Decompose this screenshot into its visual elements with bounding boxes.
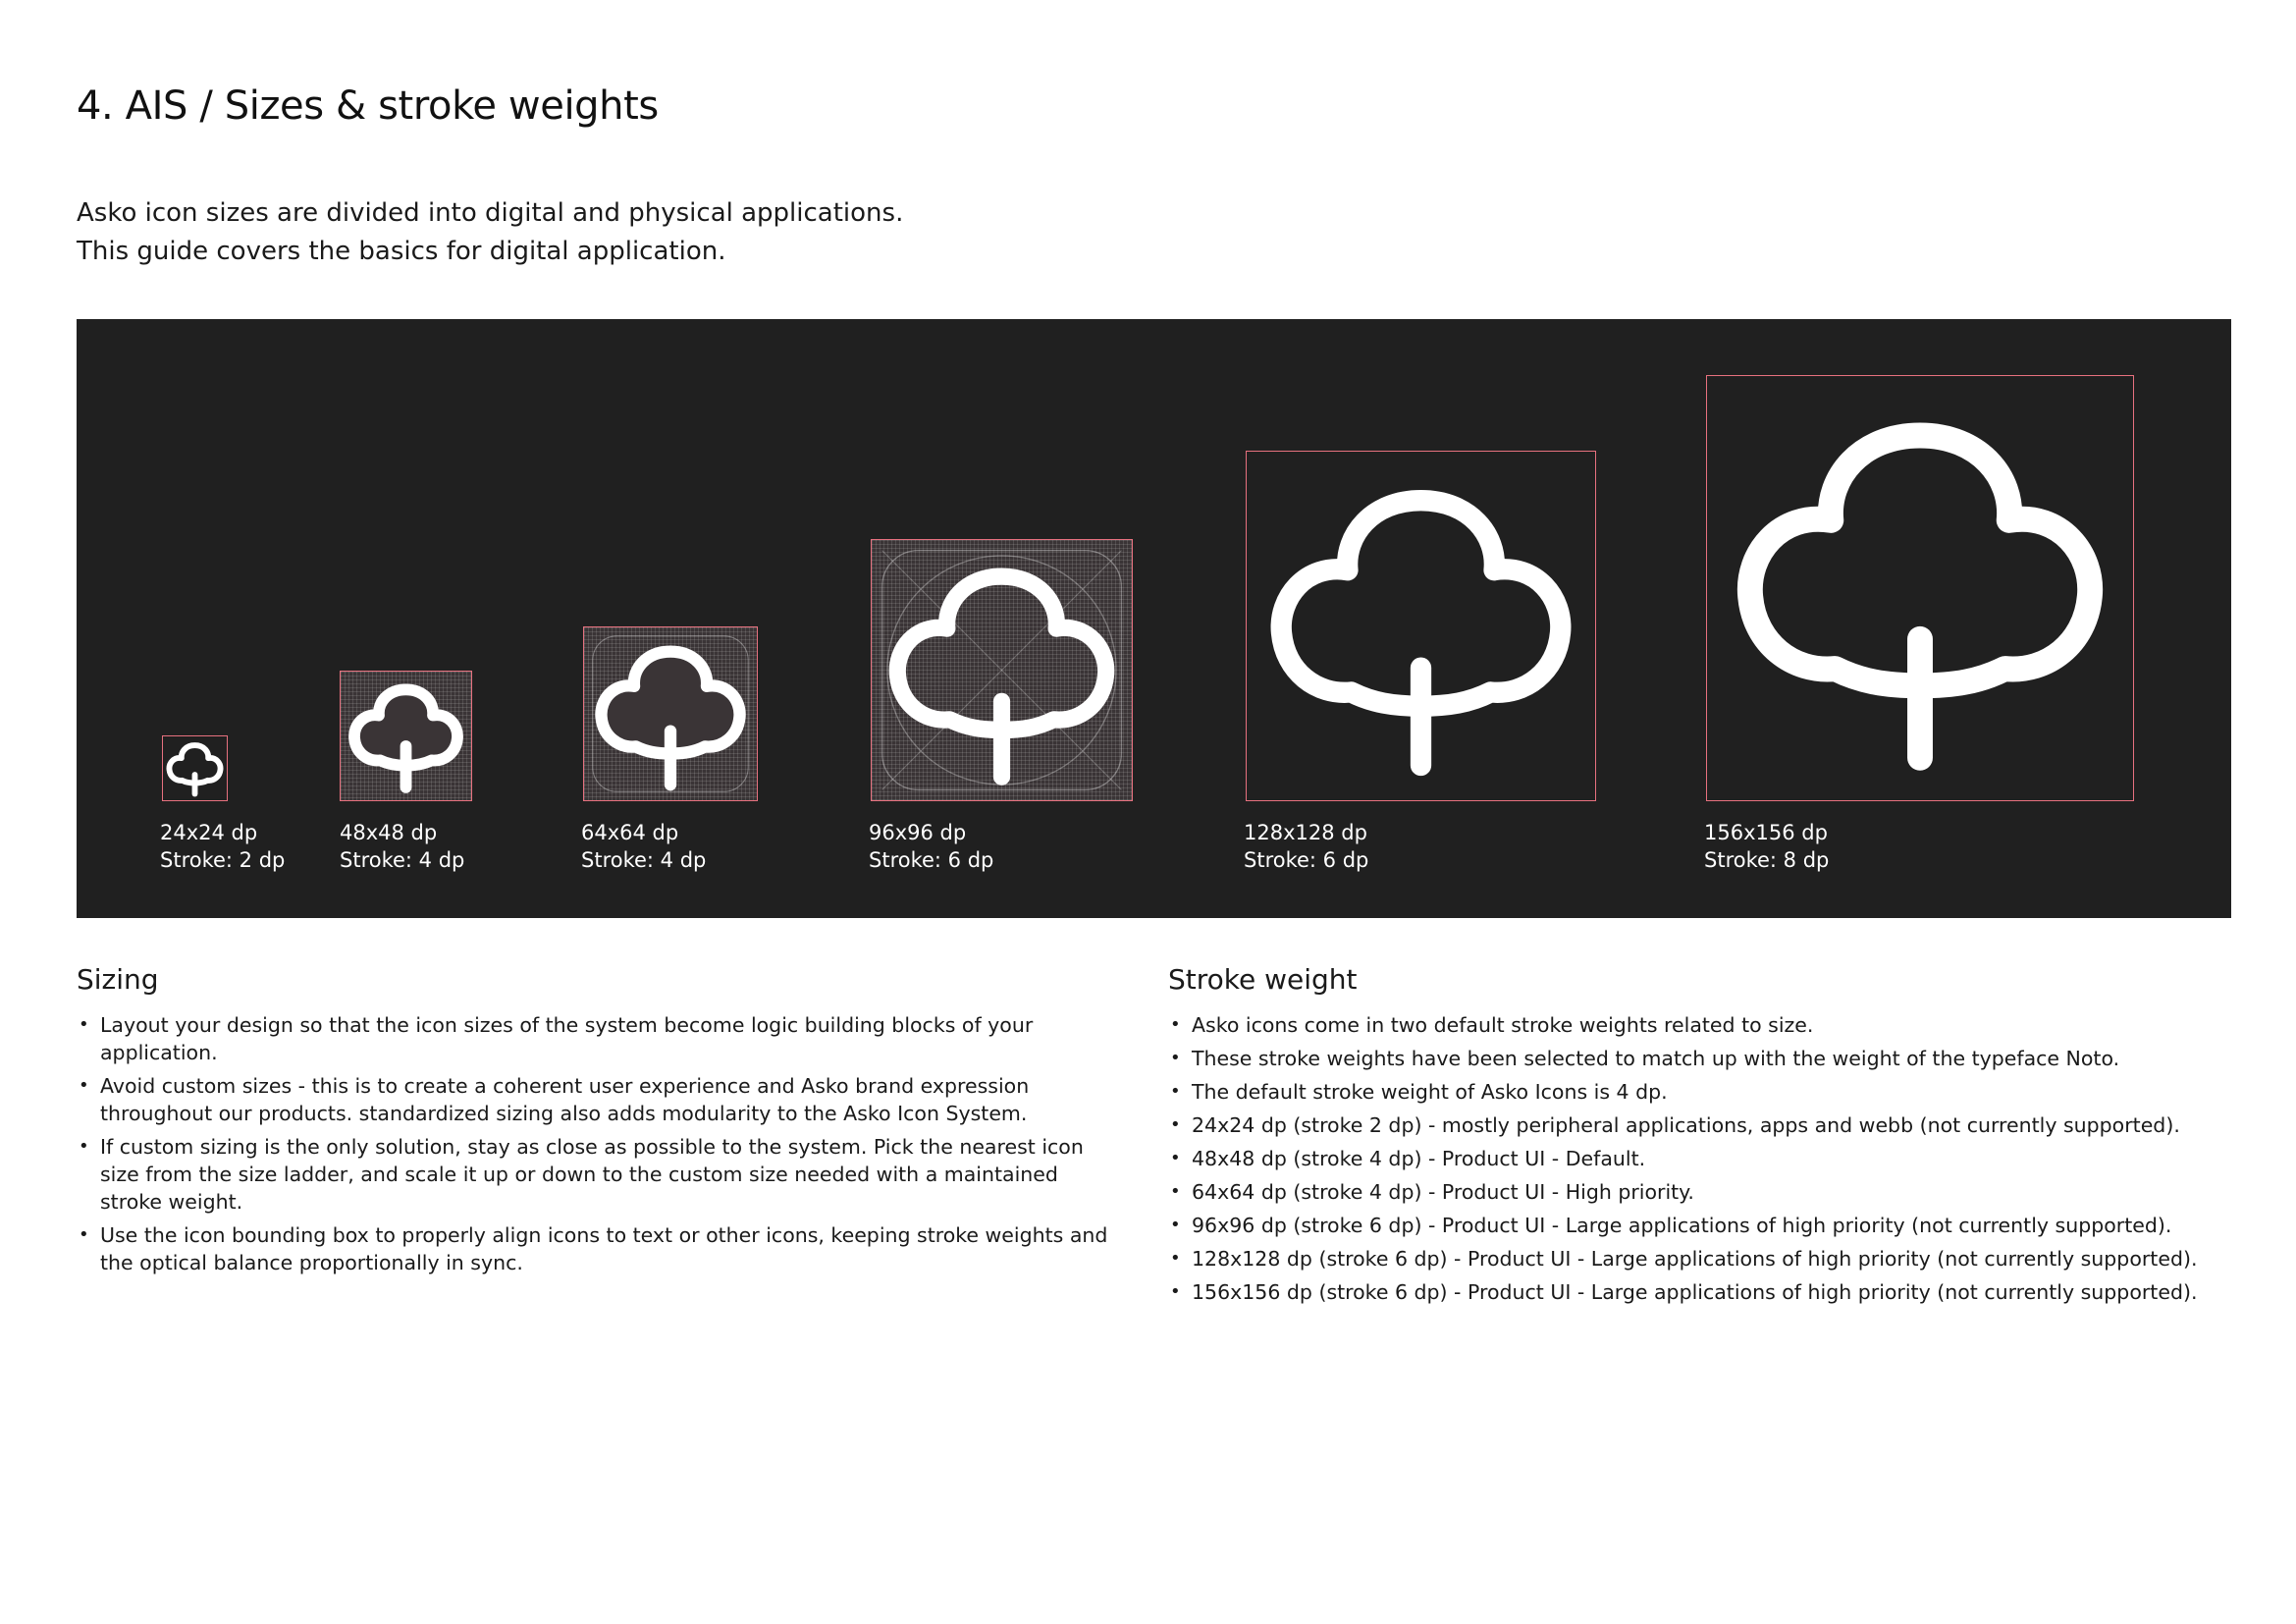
- size-label: 156x156 dp: [1704, 821, 1828, 844]
- caption-48: [340, 819, 464, 874]
- caption-156: [1704, 819, 1829, 874]
- icon-box-48: [340, 671, 472, 801]
- icon-box-24: [162, 735, 228, 801]
- intro-line-1: Asko icon sizes are divided into digital and physical applications.: [77, 198, 904, 228]
- list-item: • These stroke weights have been selected to match up with the weight of the typeface Noto.: [1168, 1045, 2248, 1072]
- list-item: • Avoid custom sizes - this is to create a coherent user experience and Asko brand expression throughout our products. standardized sizing also adds modularity to the Asko Icon System.: [77, 1072, 1117, 1127]
- stroke-weight-heading: Stroke weight: [1168, 963, 1358, 996]
- list-item: • 24x24 dp (stroke 2 dp) - mostly peripheral applications, apps and webb (not currently supported).: [1168, 1111, 2248, 1139]
- list-item: • 156x156 dp (stroke 6 dp) - Product UI - Large applications of high priority (not currently supported).: [1168, 1278, 2248, 1306]
- stroke-label: Stroke: 6 dp: [869, 848, 994, 872]
- caption-24: [160, 819, 285, 874]
- stroke-label: Stroke: 2 dp: [160, 848, 286, 872]
- sizing-list: [77, 1011, 1117, 1282]
- stroke-label: Stroke: 4 dp: [340, 848, 465, 872]
- stroke-weight-list: [1168, 1011, 2248, 1312]
- page-title: 4. AIS / Sizes & stroke weights: [77, 83, 659, 129]
- list-item: • 128x128 dp (stroke 6 dp) - Product UI - Large applications of high priority (not currently supported).: [1168, 1245, 2248, 1272]
- stroke-label: Stroke: 4 dp: [581, 848, 707, 872]
- flower-tree-icon: [1247, 452, 1595, 800]
- sizing-heading: Sizing: [77, 963, 159, 996]
- icon-box-96: [871, 539, 1133, 801]
- size-label: 96x96 dp: [869, 821, 967, 844]
- icon-box-64: [583, 626, 758, 801]
- size-label: 24x24 dp: [160, 821, 258, 844]
- icon-size-panel: [77, 319, 2231, 918]
- intro-line-2: This guide covers the basics for digital application.: [77, 237, 726, 266]
- caption-128: [1244, 819, 1368, 874]
- list-item: • Asko icons come in two default stroke weights related to size.: [1168, 1011, 2248, 1039]
- flower-tree-icon: [163, 736, 227, 800]
- flower-tree-icon: [584, 627, 757, 800]
- list-item: • Use the icon bounding box to properly align icons to text or other icons, keeping stroke weights and the optical balance proportionally in sync.: [77, 1221, 1117, 1276]
- intro-text: [77, 194, 903, 271]
- flower-tree-icon: [341, 672, 471, 800]
- icon-box-128: [1246, 451, 1596, 801]
- list-item: • 48x48 dp (stroke 4 dp) - Product UI - Default.: [1168, 1145, 2248, 1172]
- list-item: • 96x96 dp (stroke 6 dp) - Product UI - Large applications of high priority (not currently supported).: [1168, 1212, 2248, 1239]
- flower-tree-icon: [872, 540, 1132, 800]
- stroke-label: Stroke: 8 dp: [1704, 848, 1830, 872]
- caption-64: [581, 819, 706, 874]
- list-item: • 64x64 dp (stroke 4 dp) - Product UI - High priority.: [1168, 1178, 2248, 1206]
- size-label: 48x48 dp: [340, 821, 438, 844]
- caption-96: [869, 819, 993, 874]
- stroke-label: Stroke: 6 dp: [1244, 848, 1369, 872]
- size-label: 64x64 dp: [581, 821, 679, 844]
- size-label: 128x128 dp: [1244, 821, 1367, 844]
- flower-tree-icon: [1707, 376, 2133, 800]
- list-item: • The default stroke weight of Asko Icons is 4 dp.: [1168, 1078, 2248, 1106]
- list-item: • Layout your design so that the icon sizes of the system become logic building blocks of your application.: [77, 1011, 1117, 1066]
- icon-box-156: [1706, 375, 2134, 801]
- list-item: • If custom sizing is the only solution, stay as close as possible to the system. Pick the nearest icon size from the size ladder, and scale it up or down to the custom size needed with a maintained stroke weight.: [77, 1133, 1117, 1216]
